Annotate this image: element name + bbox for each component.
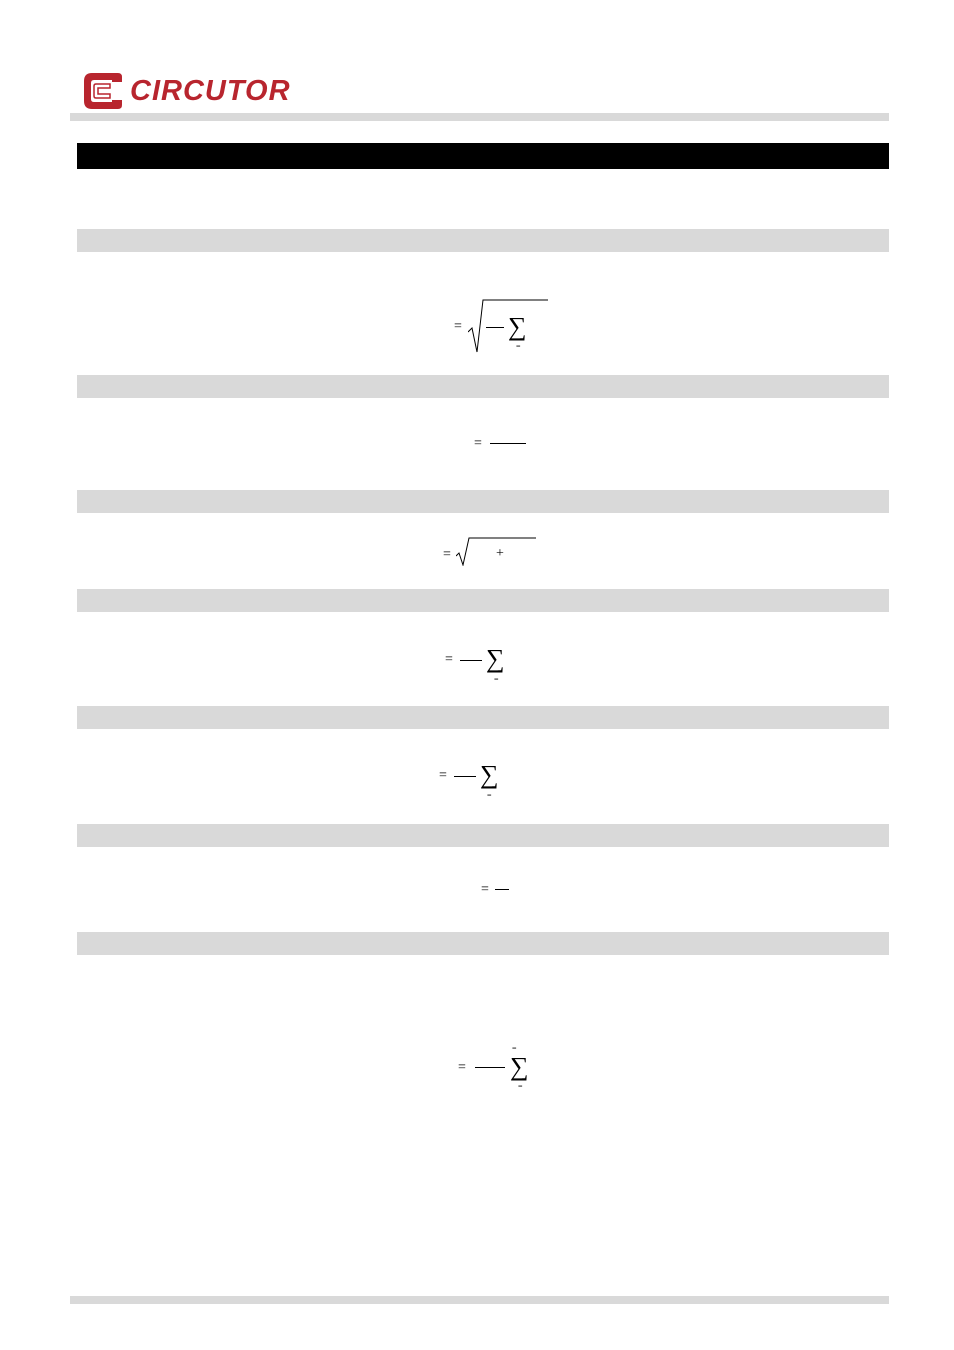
formula-4-equals: = — [445, 652, 453, 667]
formula-6-fraction-bar — [495, 889, 509, 890]
formula-1-fraction-bar — [486, 327, 504, 328]
top-rule — [70, 113, 889, 121]
section-bar-1 — [77, 229, 889, 252]
formula-1 — [450, 296, 560, 356]
formula-7-subscript: = — [518, 1082, 523, 1091]
circutor-logo — [82, 70, 312, 114]
formula-7-superscript: = — [512, 1044, 517, 1053]
formula-7-fraction-bar — [475, 1067, 505, 1068]
formula-5-subscript: = — [487, 791, 492, 800]
formula-1-equals: = — [454, 319, 462, 334]
formula-4-fraction-bar — [460, 660, 482, 661]
formula-3-equals: = — [443, 547, 451, 562]
brand-name: CIRCUTOR — [130, 75, 291, 107]
formula-5-sigma: ∑ — [480, 760, 499, 789]
formula-6-equals: = — [481, 882, 489, 897]
formula-2 — [470, 434, 540, 454]
section-bar-7 — [77, 932, 889, 955]
formula-4-sigma: ∑ — [486, 644, 505, 673]
section-bar-3 — [77, 490, 889, 513]
formula-1-sigma: ∑ — [508, 312, 527, 341]
formula-7-equals: = — [458, 1060, 466, 1075]
formula-5 — [436, 760, 516, 804]
formula-2-equals: = — [474, 436, 482, 451]
formula-3 — [440, 535, 540, 567]
formula-5-equals: = — [439, 768, 447, 783]
formula-5-fraction-bar — [454, 776, 476, 777]
formula-7 — [455, 1044, 545, 1094]
formula-6 — [478, 881, 518, 899]
bottom-rule — [70, 1296, 889, 1304]
formula-4-subscript: = — [494, 675, 499, 684]
section-bar-5 — [77, 706, 889, 729]
chapter-header-bar — [77, 143, 889, 169]
formula-1-subscript: = — [516, 342, 521, 351]
section-bar-6 — [77, 824, 889, 847]
formula-3-plus: + — [496, 546, 504, 561]
formula-7-sigma: ∑ — [510, 1052, 529, 1081]
circutor-logo-mark-icon — [82, 70, 124, 112]
section-bar-4 — [77, 589, 889, 612]
section-bar-2 — [77, 375, 889, 398]
formula-4 — [442, 644, 522, 688]
formula-2-fraction-bar — [490, 443, 526, 444]
